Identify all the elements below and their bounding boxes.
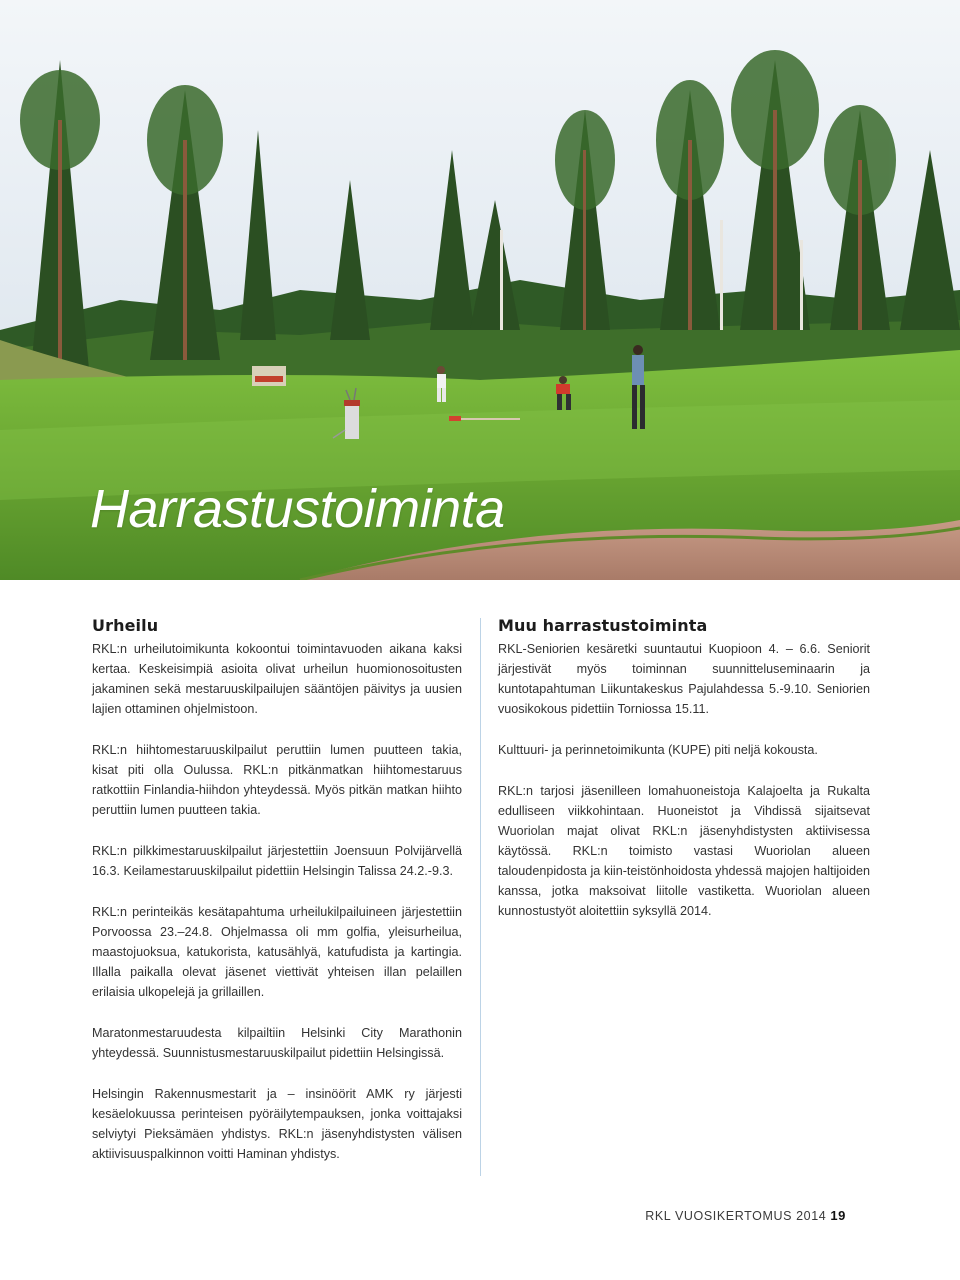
hero-photo bbox=[0, 0, 960, 580]
column-divider bbox=[480, 618, 481, 1176]
paragraph: Kulttuuri- ja perinnetoimikunta (KUPE) piti neljä kokousta. bbox=[498, 743, 818, 757]
paragraph: RKL:n pilkkimestaruuskilpailut järjestettiin Joensuun Polvijärvellä 16.3. Keilamestaruuskilpailut pidettiin Helsingin Talissa 24.2.-9.3. bbox=[92, 844, 462, 878]
page-number: 19 bbox=[830, 1208, 846, 1223]
right-column bbox=[498, 616, 870, 942]
page-title: Harrastustoiminta bbox=[90, 479, 505, 539]
page-footer bbox=[645, 1208, 846, 1223]
left-column bbox=[92, 616, 462, 1185]
paragraph: RKL:n tarjosi jäsenilleen lomahuoneistoja Kalajoelta ja Rukalta edulliseen viikkohintaan. Huoneistot ja Vihdissä sijaitsevat Wuoriolan majat olivat RKL:n jäsenyhdistysten aktiivisessa käytössä. RKL:n toimisto vastasi Wuoriolan alueen taloudenpidosta ja kiin-teistönhoidosta yhdessä majojen haltijoiden kanssa, jotka maksoivat liitolle vastiketta. Wuoriolan alueen kunnostustyöt aloitettiin syksyllä 2014. bbox=[498, 784, 870, 918]
paragraph: RKL:n hiihtomestaruuskilpailut peruttiin lumen puutteen takia, kisat piti olla Oulussa. RKL:n pitkänmatkan hiihtomestaruus ratkottiin Finlandia-hiihdon yhteydessä. Myös pitkän matkan hiihto peruttiin lumen puutteen takia. bbox=[92, 743, 462, 817]
paragraph: RKL-Seniorien kesäretki suuntautui Kuopioon 4. – 6.6. Seniorit järjestivät myös toiminnan suunnitteluseminaarin ja kuntotapahtuman Liikuntakeskus Pajulahdessa 5.-9.10. Seniorien vuosikokous pidettiin Torniossa 15.11. bbox=[498, 642, 870, 716]
paragraph: RKL:n urheilutoimikunta kokoontui toimintavuoden aikana kaksi kertaa. Keskeisimpiä asioita olivat urheilun huomionosoitusten jakaminen sekä mestaruuskilpailujen sääntöjen päivitys ja uusien lajien ottaminen ohjelmistoon. bbox=[92, 642, 462, 716]
publication-name: RKL VUOSIKERTOMUS 2014 bbox=[645, 1209, 827, 1223]
section-heading-urheilu: Urheilu bbox=[92, 616, 159, 635]
paragraph: Maratonmestaruudesta kilpailtiin Helsinki City Marathonin yhteydessä. Suunnistusmestaruuskilpailut pidettiin Helsingissä. bbox=[92, 1026, 462, 1060]
paragraph: Helsingin Rakennusmestarit ja – insinöörit AMK ry järjesti kesäelokuussa perinteisen pyöräilytempauksen, jonka voittajaksi selviytyi Pieksämäen yhdistys. RKL:n jäsenyhdistysten välisen aktiivisuuspalkinnon voitti Haminan yhdistys. bbox=[92, 1087, 462, 1161]
section-heading-muu-harrastustoiminta: Muu harrastustoiminta bbox=[498, 616, 708, 635]
paragraph: RKL:n perinteikäs kesätapahtuma urheilukilpailuineen järjestettiin Porvoossa 23.–24.8. Ohjelmassa oli mm golfia, yleisurheilua, maastojuoksua, katukorista, katusählyä, katufudista ja kartingia. Illalla paikalla olevat jäsenet viettivät yhteisen illan pelaillen erilaisia ulkopelejä ja grillaillen. bbox=[92, 905, 462, 999]
